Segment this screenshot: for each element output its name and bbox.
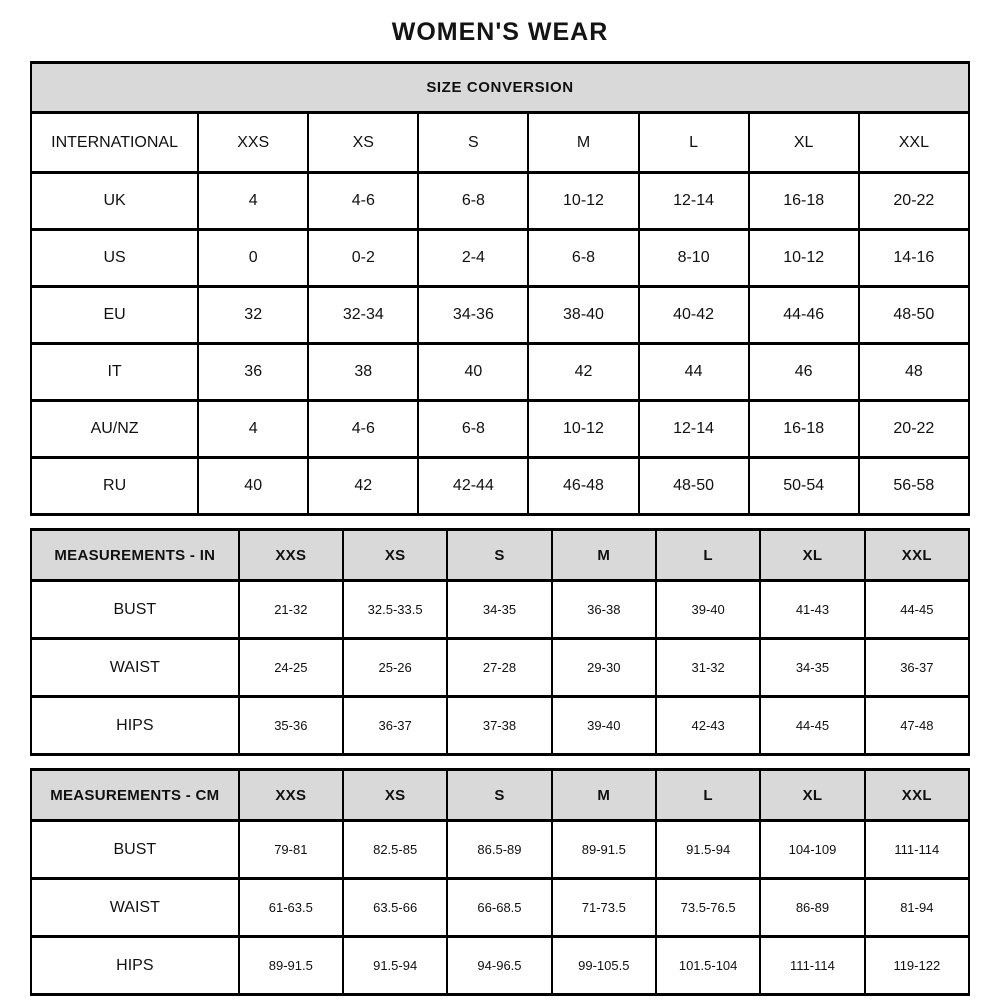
table-row [31, 821, 969, 879]
value-cell: 48-50 [859, 287, 969, 344]
value-cell: 46-48 [528, 458, 638, 515]
column-header-l: L [639, 113, 749, 173]
value-cell: 99-105.5 [552, 937, 656, 995]
column-header-l: L [656, 530, 760, 581]
value-cell: 4 [198, 401, 308, 458]
measurements-in-header-row [31, 530, 969, 581]
row-label: US [31, 230, 198, 287]
value-cell: 10-12 [749, 230, 859, 287]
row-label: RU [31, 458, 198, 515]
column-header-m: M [552, 770, 656, 821]
value-cell: 42-44 [418, 458, 528, 515]
value-cell: 12-14 [639, 173, 749, 230]
value-cell: 48-50 [639, 458, 749, 515]
value-cell: 24-25 [239, 639, 343, 697]
value-cell: 20-22 [859, 401, 969, 458]
row-label: BUST [31, 581, 239, 639]
value-cell: 32.5-33.5 [343, 581, 447, 639]
row-label: EU [31, 287, 198, 344]
value-cell: 104-109 [760, 821, 864, 879]
value-cell: 29-30 [552, 639, 656, 697]
row-label: IT [31, 344, 198, 401]
value-cell: 40-42 [639, 287, 749, 344]
table-row [31, 937, 969, 995]
value-cell: 39-40 [552, 697, 656, 755]
row-label: AU/NZ [31, 401, 198, 458]
row-label: BUST [31, 821, 239, 879]
value-cell: 47-48 [865, 697, 969, 755]
size-conversion-header: SIZE CONVERSION [31, 63, 969, 113]
value-cell: 38 [308, 344, 418, 401]
value-cell: 25-26 [343, 639, 447, 697]
size-conversion-table [30, 61, 970, 516]
value-cell: 6-8 [418, 173, 528, 230]
value-cell: 32 [198, 287, 308, 344]
value-cell: 31-32 [656, 639, 760, 697]
value-cell: 71-73.5 [552, 879, 656, 937]
value-cell: 42 [528, 344, 638, 401]
value-cell: 27-28 [447, 639, 551, 697]
table-row [31, 173, 969, 230]
value-cell: 4-6 [308, 173, 418, 230]
column-header-xxs: XXS [239, 530, 343, 581]
value-cell: 36-37 [343, 697, 447, 755]
value-cell: 36-37 [865, 639, 969, 697]
measurements-in-table [30, 528, 970, 756]
value-cell: 16-18 [749, 401, 859, 458]
value-cell: 40 [198, 458, 308, 515]
value-cell: 48 [859, 344, 969, 401]
value-cell: 21-32 [239, 581, 343, 639]
measurements-cm-table [30, 768, 970, 996]
value-cell: 34-36 [418, 287, 528, 344]
value-cell: 50-54 [749, 458, 859, 515]
table-row [31, 458, 969, 515]
value-cell: 10-12 [528, 173, 638, 230]
value-cell: 8-10 [639, 230, 749, 287]
column-header-s: S [447, 770, 551, 821]
value-cell: 16-18 [749, 173, 859, 230]
value-cell: 37-38 [447, 697, 551, 755]
column-header-m: M [552, 530, 656, 581]
value-cell: 10-12 [528, 401, 638, 458]
column-header-s: S [447, 530, 551, 581]
row-label: UK [31, 173, 198, 230]
column-header-xl: XL [760, 530, 864, 581]
value-cell: 20-22 [859, 173, 969, 230]
value-cell: 42-43 [656, 697, 760, 755]
value-cell: 111-114 [760, 937, 864, 995]
value-cell: 0 [198, 230, 308, 287]
value-cell: 36-38 [552, 581, 656, 639]
value-cell: 91.5-94 [656, 821, 760, 879]
row-label: HIPS [31, 937, 239, 995]
measurements-cm-header: MEASUREMENTS - CM [31, 770, 239, 821]
value-cell: 6-8 [418, 401, 528, 458]
value-cell: 119-122 [865, 937, 969, 995]
value-cell: 63.5-66 [343, 879, 447, 937]
value-cell: 41-43 [760, 581, 864, 639]
table-row [31, 879, 969, 937]
value-cell: 38-40 [528, 287, 638, 344]
value-cell: 36 [198, 344, 308, 401]
value-cell: 42 [308, 458, 418, 515]
value-cell: 32-34 [308, 287, 418, 344]
table-row [31, 639, 969, 697]
table-row [31, 581, 969, 639]
value-cell: 35-36 [239, 697, 343, 755]
value-cell: 66-68.5 [447, 879, 551, 937]
value-cell: 44-46 [749, 287, 859, 344]
table-row [31, 344, 969, 401]
value-cell: 40 [418, 344, 528, 401]
value-cell: 34-35 [760, 639, 864, 697]
value-cell: 91.5-94 [343, 937, 447, 995]
column-header-xl: XL [760, 770, 864, 821]
table-row [31, 697, 969, 755]
size-conversion-header-row [31, 63, 969, 113]
value-cell: 44 [639, 344, 749, 401]
value-cell: 73.5-76.5 [656, 879, 760, 937]
value-cell: 86-89 [760, 879, 864, 937]
table-row [31, 230, 969, 287]
column-header-xxl: XXL [865, 770, 969, 821]
value-cell: 86.5-89 [447, 821, 551, 879]
value-cell: 4 [198, 173, 308, 230]
value-cell: 4-6 [308, 401, 418, 458]
value-cell: 82.5-85 [343, 821, 447, 879]
row-label: WAIST [31, 879, 239, 937]
value-cell: 39-40 [656, 581, 760, 639]
value-cell: 0-2 [308, 230, 418, 287]
measurements-cm-header-row [31, 770, 969, 821]
column-header-xxl: XXL [859, 113, 969, 173]
column-header-xs: XS [343, 770, 447, 821]
page-title: WOMEN'S WEAR [391, 18, 609, 46]
value-cell: 111-114 [865, 821, 969, 879]
value-cell: 89-91.5 [552, 821, 656, 879]
column-header-xs: XS [343, 530, 447, 581]
measurements-in-header: MEASUREMENTS - IN [31, 530, 239, 581]
value-cell: 44-45 [865, 581, 969, 639]
value-cell: 79-81 [239, 821, 343, 879]
table-row [31, 287, 969, 344]
value-cell: 34-35 [447, 581, 551, 639]
value-cell: 101.5-104 [656, 937, 760, 995]
column-header-l: L [656, 770, 760, 821]
value-cell: 61-63.5 [239, 879, 343, 937]
column-header-xxs: XXS [239, 770, 343, 821]
column-header-xxl: XXL [865, 530, 969, 581]
value-cell: 2-4 [418, 230, 528, 287]
column-header-s: S [418, 113, 528, 173]
table-row [31, 401, 969, 458]
column-header-xl: XL [749, 113, 859, 173]
value-cell: 6-8 [528, 230, 638, 287]
column-header-xxs: XXS [198, 113, 308, 173]
value-cell: 81-94 [865, 879, 969, 937]
row-label: HIPS [31, 697, 239, 755]
value-cell: 89-91.5 [239, 937, 343, 995]
value-cell: 94-96.5 [447, 937, 551, 995]
value-cell: 14-16 [859, 230, 969, 287]
size-conversion-columns-row [31, 113, 969, 173]
column-header-xs: XS [308, 113, 418, 173]
column-header-international: INTERNATIONAL [31, 113, 198, 173]
value-cell: 44-45 [760, 697, 864, 755]
column-header-m: M [528, 113, 638, 173]
value-cell: 46 [749, 344, 859, 401]
row-label: WAIST [31, 639, 239, 697]
value-cell: 12-14 [639, 401, 749, 458]
value-cell: 56-58 [859, 458, 969, 515]
